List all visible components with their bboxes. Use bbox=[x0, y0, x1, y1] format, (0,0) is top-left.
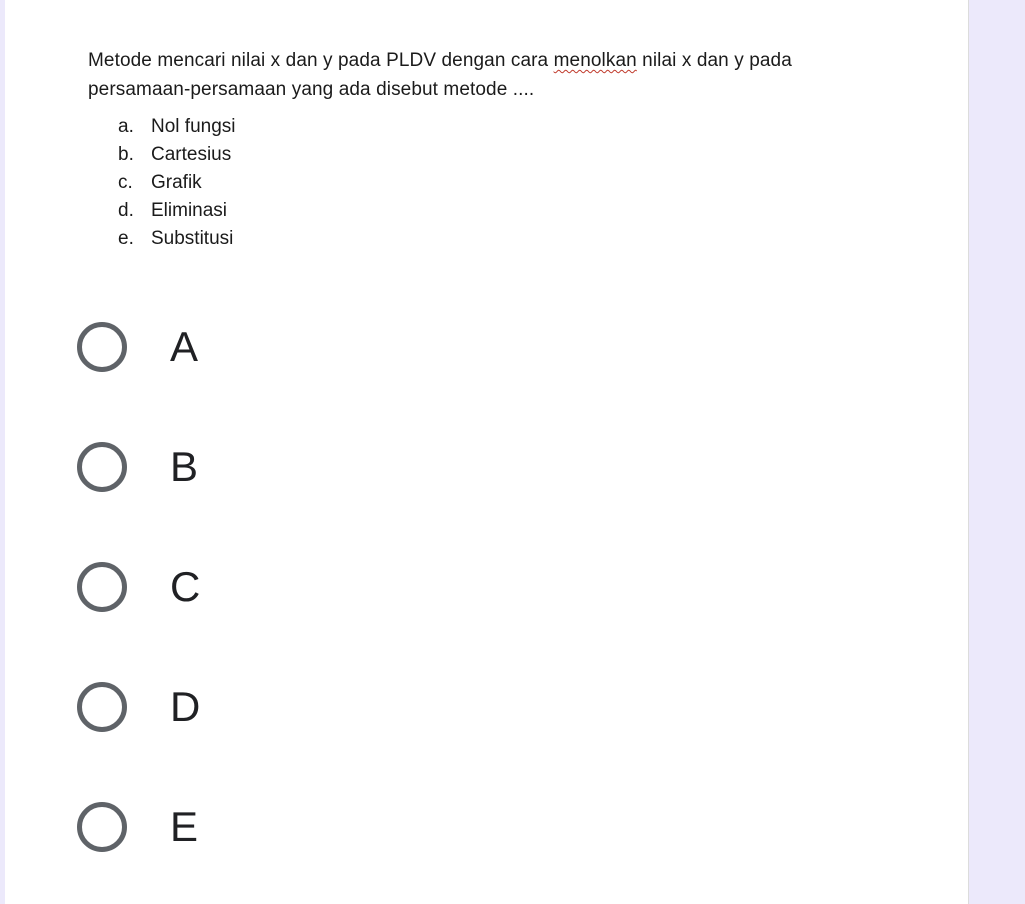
list-item bbox=[88, 113, 888, 141]
choice-a[interactable] bbox=[77, 322, 198, 372]
choice-e[interactable] bbox=[77, 802, 198, 852]
answer-option-list bbox=[88, 113, 888, 253]
radio-button-c[interactable] bbox=[77, 562, 127, 612]
question-image bbox=[88, 46, 888, 253]
option-text: Substitusi bbox=[151, 228, 234, 249]
choice-label-e: E bbox=[170, 803, 199, 850]
choice-label-c: C bbox=[170, 563, 201, 610]
list-item bbox=[88, 169, 888, 197]
question-card bbox=[5, 0, 969, 904]
list-item bbox=[88, 225, 888, 253]
option-letter: b. bbox=[118, 144, 134, 165]
choice-c[interactable] bbox=[77, 562, 200, 612]
choice-label-a: A bbox=[170, 323, 199, 370]
option-text: Nol fungsi bbox=[151, 116, 236, 137]
option-letter: a. bbox=[118, 116, 134, 137]
radio-button-a[interactable] bbox=[77, 322, 127, 372]
option-letter: e. bbox=[118, 228, 134, 249]
choice-b[interactable] bbox=[77, 442, 198, 492]
list-item bbox=[88, 141, 888, 169]
option-letter: d. bbox=[118, 200, 134, 221]
radio-button-b[interactable] bbox=[77, 442, 127, 492]
question-text-part2: nilai x dan y pada persamaan-persamaan yang ada disebut metode .... bbox=[88, 50, 792, 100]
option-text: Grafik bbox=[151, 172, 202, 193]
choice-d[interactable] bbox=[77, 682, 200, 732]
option-text: Cartesius bbox=[151, 144, 232, 165]
question-text-part1: Metode mencari nilai x dan y pada PLDV dengan cara bbox=[88, 50, 554, 71]
misspelled-word: menolkan bbox=[553, 50, 637, 71]
option-letter: c. bbox=[118, 172, 133, 193]
question-text bbox=[88, 46, 888, 104]
choice-label-d: D bbox=[170, 683, 201, 730]
choice-label-b: B bbox=[170, 443, 199, 490]
radio-button-d[interactable] bbox=[77, 682, 127, 732]
radio-button-e[interactable] bbox=[77, 802, 127, 852]
option-text: Eliminasi bbox=[151, 200, 228, 221]
list-item bbox=[88, 197, 888, 225]
